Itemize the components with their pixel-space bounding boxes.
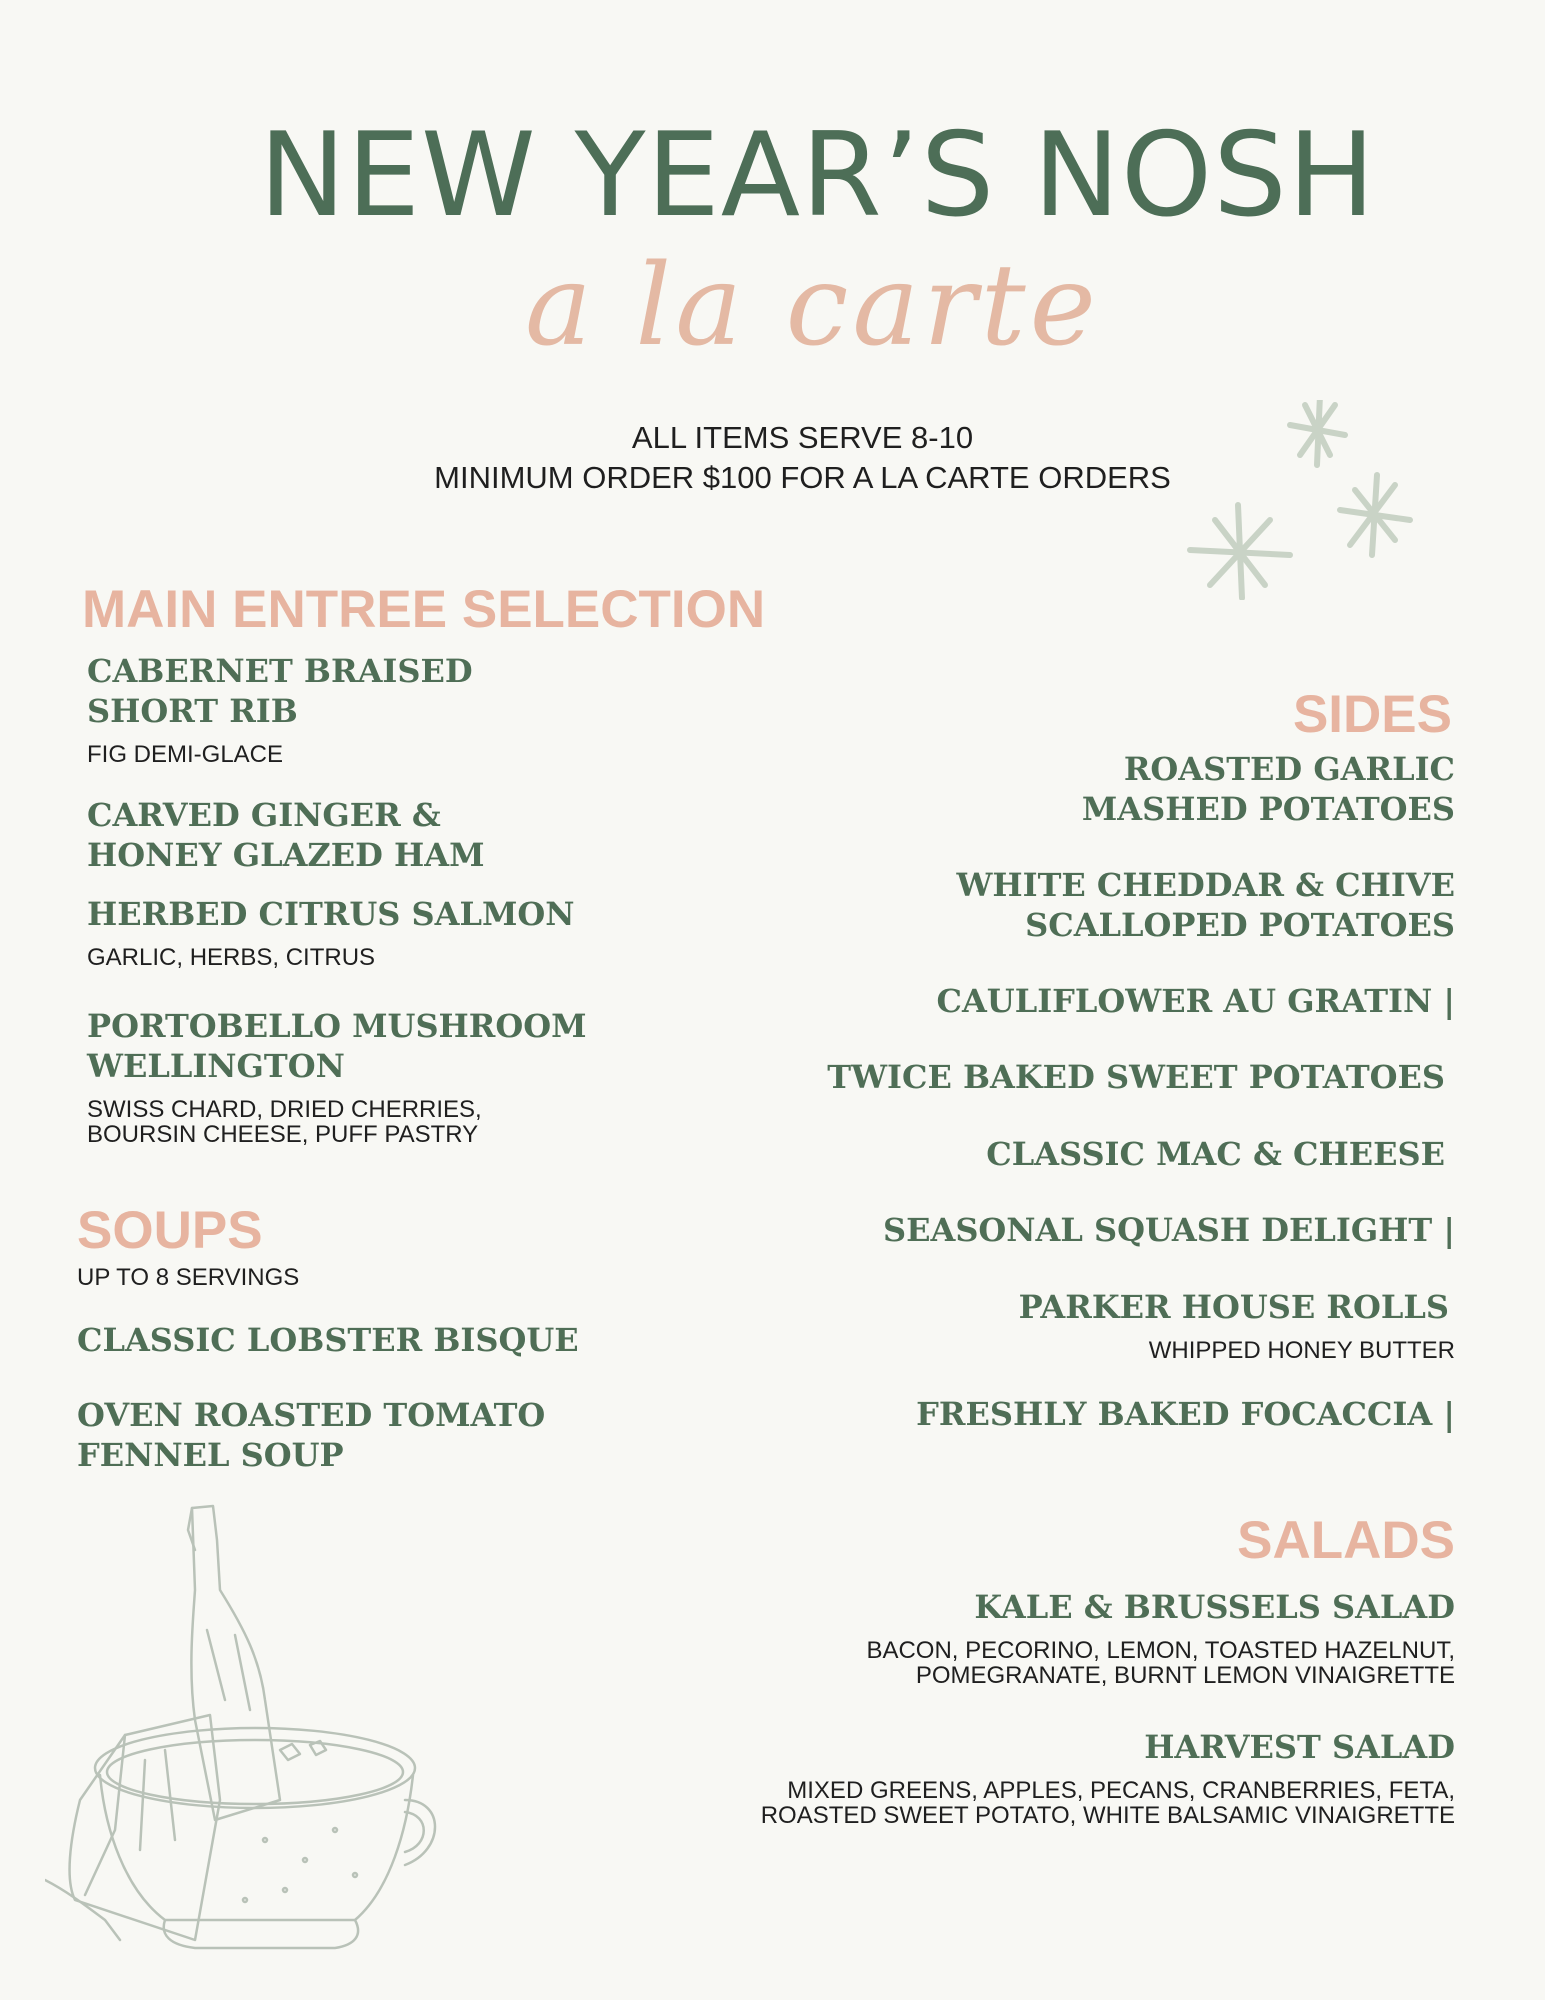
menu-item-desc-short-rib: FIG DEMI-GLACE <box>87 741 284 768</box>
menu-item-mac-cheese: CLASSIC MAC & CHEESE <box>986 1135 1445 1173</box>
soups-serving-note: UP TO 8 SERVINGS <box>77 1264 300 1291</box>
menu-item-ham: CARVED GINGER & HONEY GLAZED HAM <box>87 796 485 874</box>
menu-item-desc-harvest-salad: MIXED GREENS, APPLES, PECANS, CRANBERRIES, FETA, ROASTED SWEET POTATO, WHITE BALSAMIC VINAIGRETTE <box>760 1777 1455 1829</box>
menu-item-parker-house-rolls: PARKER HOUSE ROLLS <box>1018 1288 1449 1326</box>
menu-item-wellington: PORTOBELLO MUSHROOM WELLINGTON <box>87 1007 587 1085</box>
section-heading-sides: SIDES <box>1292 685 1452 744</box>
menu-item-salmon: HERBED CITRUS SALMON <box>87 895 575 933</box>
menu-item-kale-brussels-salad: KALE & BRUSSELS SALAD <box>974 1588 1455 1626</box>
menu-item-mashed-potatoes: ROASTED GARLIC MASHED POTATOES <box>1081 750 1455 828</box>
menu-item-harvest-salad: HARVEST SALAD <box>1144 1728 1455 1766</box>
section-heading-salads: SALADS <box>1237 1511 1455 1570</box>
menu-item-short-rib: CABERNET BRAISED SHORT RIB <box>87 652 473 730</box>
menu-item-desc-rolls: WHIPPED HONEY BUTTER <box>1148 1337 1455 1364</box>
menu-item-sweet-potatoes: TWICE BAKED SWEET POTATOES <box>827 1058 1445 1096</box>
champagne-bucket-icon <box>45 1500 445 1965</box>
menu-subtitle: a la carte <box>525 241 1100 371</box>
menu-item-focaccia: FRESHLY BAKED FOCACCIA | <box>916 1395 1455 1433</box>
menu-item-desc-wellington: SWISS CHARD, DRIED CHERRIES, BOURSIN CHEESE, PUFF PASTRY <box>87 1096 482 1148</box>
menu-item-desc-salmon: GARLIC, HERBS, CITRUS <box>87 944 376 971</box>
serving-note: ALL ITEMS SERVE 8-10 <box>631 420 974 455</box>
menu-item-scalloped-potatoes: WHITE CHEDDAR & CHIVE SCALLOPED POTATOES <box>956 866 1455 944</box>
menu-item-squash-delight: SEASONAL SQUASH DELIGHT | <box>882 1211 1455 1249</box>
section-heading-main-entree: MAIN ENTREE SELECTION <box>82 580 766 639</box>
menu-item-cauliflower-au-gratin: CAULIFLOWER AU GRATIN | <box>936 982 1455 1020</box>
menu-title: NEW YEAR’S NOSH <box>258 108 1377 243</box>
menu-item-desc-kale-salad: BACON, PECORINO, LEMON, TOASTED HAZELNUT, POMEGRANATE, BURNT LEMON VINAIGRETTE <box>866 1637 1455 1689</box>
menu-item-lobster-bisque: CLASSIC LOBSTER BISQUE <box>77 1321 579 1359</box>
minimum-order-note: MINIMUM ORDER $100 FOR A LA CARTE ORDERS <box>434 460 1171 495</box>
sparkle-stars-icon <box>1180 400 1420 600</box>
menu-item-tomato-fennel-soup: OVEN ROASTED TOMATO FENNEL SOUP <box>77 1396 546 1474</box>
section-heading-soups: SOUPS <box>77 1201 263 1260</box>
